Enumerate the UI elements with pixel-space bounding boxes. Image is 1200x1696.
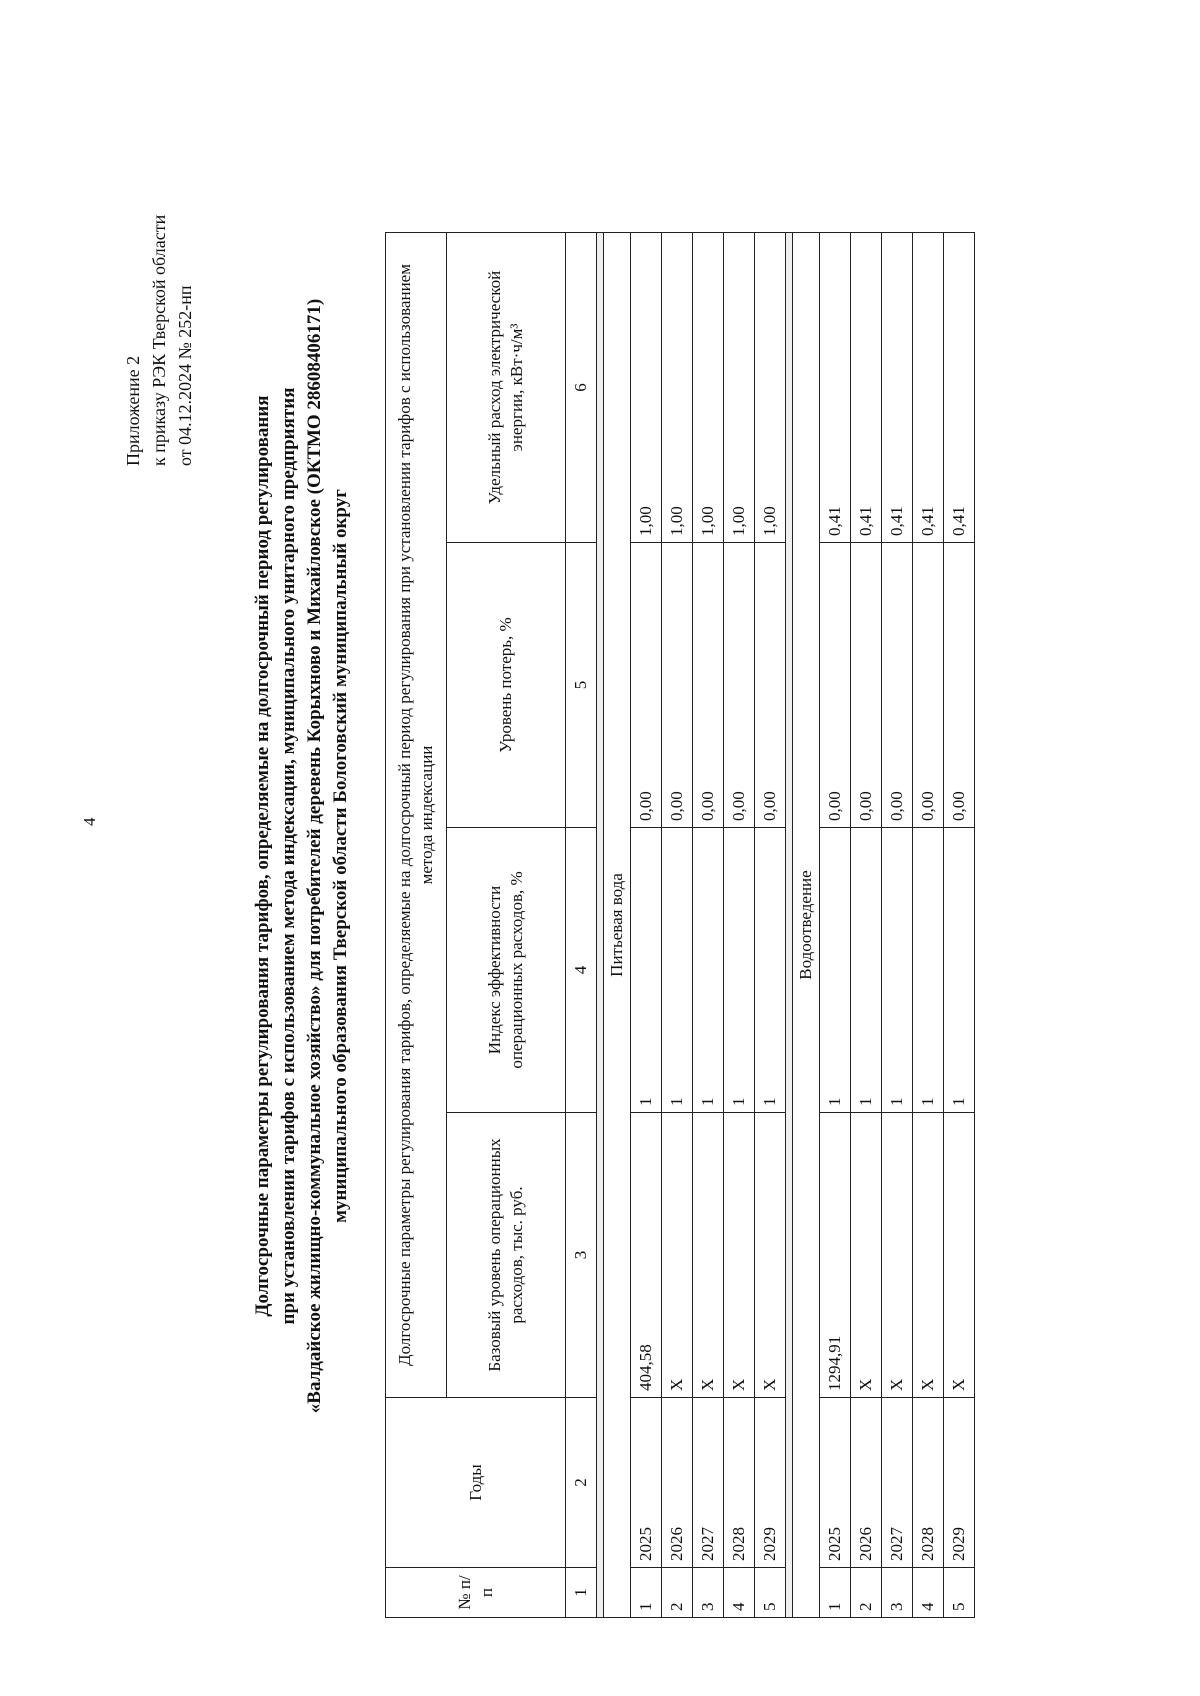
specific-energy-cell: 0,41: [882, 233, 913, 543]
column-number: 6: [566, 233, 597, 543]
efficiency-cell: 1: [882, 828, 913, 1113]
base-level-cell: Х: [913, 1113, 944, 1398]
section-title: Питьевая вода: [604, 233, 631, 1618]
efficiency-cell: 1: [944, 828, 975, 1113]
section-title: Водоотведение: [793, 233, 820, 1618]
year-cell: 2028: [913, 1398, 944, 1568]
efficiency-cell: 1: [913, 828, 944, 1113]
row-number-cell: 3: [882, 1568, 913, 1618]
specific-energy-cell: 1,00: [631, 233, 662, 543]
efficiency-cell: 1: [631, 828, 662, 1113]
header-efficiency: Индекс эффективности операционных расходов, %: [447, 828, 566, 1113]
specific-energy-cell: 1,00: [693, 233, 724, 543]
year-cell: 2029: [755, 1398, 786, 1568]
column-number-row: [566, 233, 597, 1618]
row-number-cell: 5: [755, 1568, 786, 1618]
loss-level-cell: 0,00: [662, 543, 693, 828]
base-level-cell: 404,58: [631, 1113, 662, 1398]
table-row: [851, 233, 882, 1618]
row-number-cell: 2: [851, 1568, 882, 1618]
table-row: [631, 233, 662, 1618]
row-number-cell: 3: [693, 1568, 724, 1618]
table-row: [724, 233, 755, 1618]
efficiency-cell: 1: [820, 828, 851, 1113]
parameters-table: [385, 232, 975, 1618]
base-level-cell: Х: [724, 1113, 755, 1398]
approval-block: [120, 46, 198, 466]
year-cell: 2028: [724, 1398, 755, 1568]
title-line: Долгосрочные параметры регулирования тарифов, определяемые на долгосрочный период регулирования: [252, 395, 273, 1317]
specific-energy-cell: 0,41: [913, 233, 944, 543]
section-spacer-row: [597, 233, 604, 1618]
efficiency-cell: 1: [693, 828, 724, 1113]
specific-energy-cell: 1,00: [755, 233, 786, 543]
header-base-level: Базовый уровень операционных расходов, тыс. руб.: [447, 1113, 566, 1398]
table-row: [820, 233, 851, 1618]
loss-level-cell: 0,00: [631, 543, 662, 828]
header-num: № п/п: [386, 1568, 566, 1618]
loss-level-cell: 0,00: [882, 543, 913, 828]
approval-line: от 04.12.2024 № 252-нп: [175, 285, 195, 466]
section-header-row: [793, 233, 820, 1618]
year-cell: 2026: [662, 1398, 693, 1568]
efficiency-cell: 1: [724, 828, 755, 1113]
base-level-cell: 1294,91: [820, 1113, 851, 1398]
specific-energy-cell: 0,41: [820, 233, 851, 543]
document-title: [250, 106, 354, 1606]
column-number: 5: [566, 543, 597, 828]
section-spacer-row: [786, 233, 793, 1618]
row-number-cell: 1: [631, 1568, 662, 1618]
page-number: 4: [80, 817, 99, 826]
table-row: [913, 233, 944, 1618]
year-cell: 2027: [693, 1398, 724, 1568]
loss-level-cell: 0,00: [944, 543, 975, 828]
table-row: [662, 233, 693, 1618]
year-cell: 2026: [851, 1398, 882, 1568]
parameters-table-wrapper: [385, 232, 975, 1618]
table-row: [755, 233, 786, 1618]
year-cell: 2025: [820, 1398, 851, 1568]
base-level-cell: Х: [851, 1113, 882, 1398]
specific-energy-cell: 1,00: [662, 233, 693, 543]
base-level-cell: Х: [755, 1113, 786, 1398]
section-spacer: [786, 233, 793, 1618]
efficiency-cell: 1: [755, 828, 786, 1113]
base-level-cell: Х: [882, 1113, 913, 1398]
table-row: [693, 233, 724, 1618]
row-number-cell: 2: [662, 1568, 693, 1618]
column-number: 2: [566, 1398, 597, 1568]
specific-energy-cell: 0,41: [851, 233, 882, 543]
column-number: 3: [566, 1113, 597, 1398]
title-line: при установлении тарифов с использованием метода индексации, муниципального унитарного предприятия: [278, 387, 299, 1325]
efficiency-cell: 1: [662, 828, 693, 1113]
loss-level-cell: 0,00: [724, 543, 755, 828]
title-line: «Валдайское жилищно-коммунальное хозяйство» для потребителей деревень Корыхново и Михайловское (ОКТМО 28608406171): [304, 298, 325, 1414]
approval-line: Приложение 2: [123, 355, 143, 466]
table-row: [882, 233, 913, 1618]
column-number: 4: [566, 828, 597, 1113]
title-line: муниципального образования Тверской области Бологовский муниципальный округ: [330, 489, 351, 1223]
loss-level-cell: 0,00: [913, 543, 944, 828]
row-number-cell: 4: [724, 1568, 755, 1618]
year-cell: 2029: [944, 1398, 975, 1568]
loss-level-cell: 0,00: [693, 543, 724, 828]
header-years: Годы: [386, 1398, 566, 1568]
efficiency-cell: 1: [851, 828, 882, 1113]
base-level-cell: Х: [944, 1113, 975, 1398]
header-group: Долгосрочные параметры регулирования тарифов, определяемые на долгосрочный период регулирования при установлении тарифов с использованием метода индексации: [386, 233, 447, 1398]
row-number-cell: 4: [913, 1568, 944, 1618]
base-level-cell: Х: [662, 1113, 693, 1398]
specific-energy-cell: 1,00: [724, 233, 755, 543]
year-cell: 2027: [882, 1398, 913, 1568]
section-spacer: [597, 233, 604, 1618]
table-header-row: [386, 233, 447, 1618]
loss-level-cell: 0,00: [755, 543, 786, 828]
row-number-cell: 1: [820, 1568, 851, 1618]
loss-level-cell: 0,00: [851, 543, 882, 828]
column-number: 1: [566, 1568, 597, 1618]
approval-line: к приказу РЭК Тверской области: [149, 214, 169, 466]
year-cell: 2025: [631, 1398, 662, 1568]
header-loss-level: Уровень потерь, %: [447, 543, 566, 828]
section-header-row: [604, 233, 631, 1618]
base-level-cell: Х: [693, 1113, 724, 1398]
header-specific-energy: Удельный расход электрической энергии, кВт·ч/м³: [447, 233, 566, 543]
loss-level-cell: 0,00: [820, 543, 851, 828]
table-row: [944, 233, 975, 1618]
row-number-cell: 5: [944, 1568, 975, 1618]
specific-energy-cell: 0,41: [944, 233, 975, 543]
